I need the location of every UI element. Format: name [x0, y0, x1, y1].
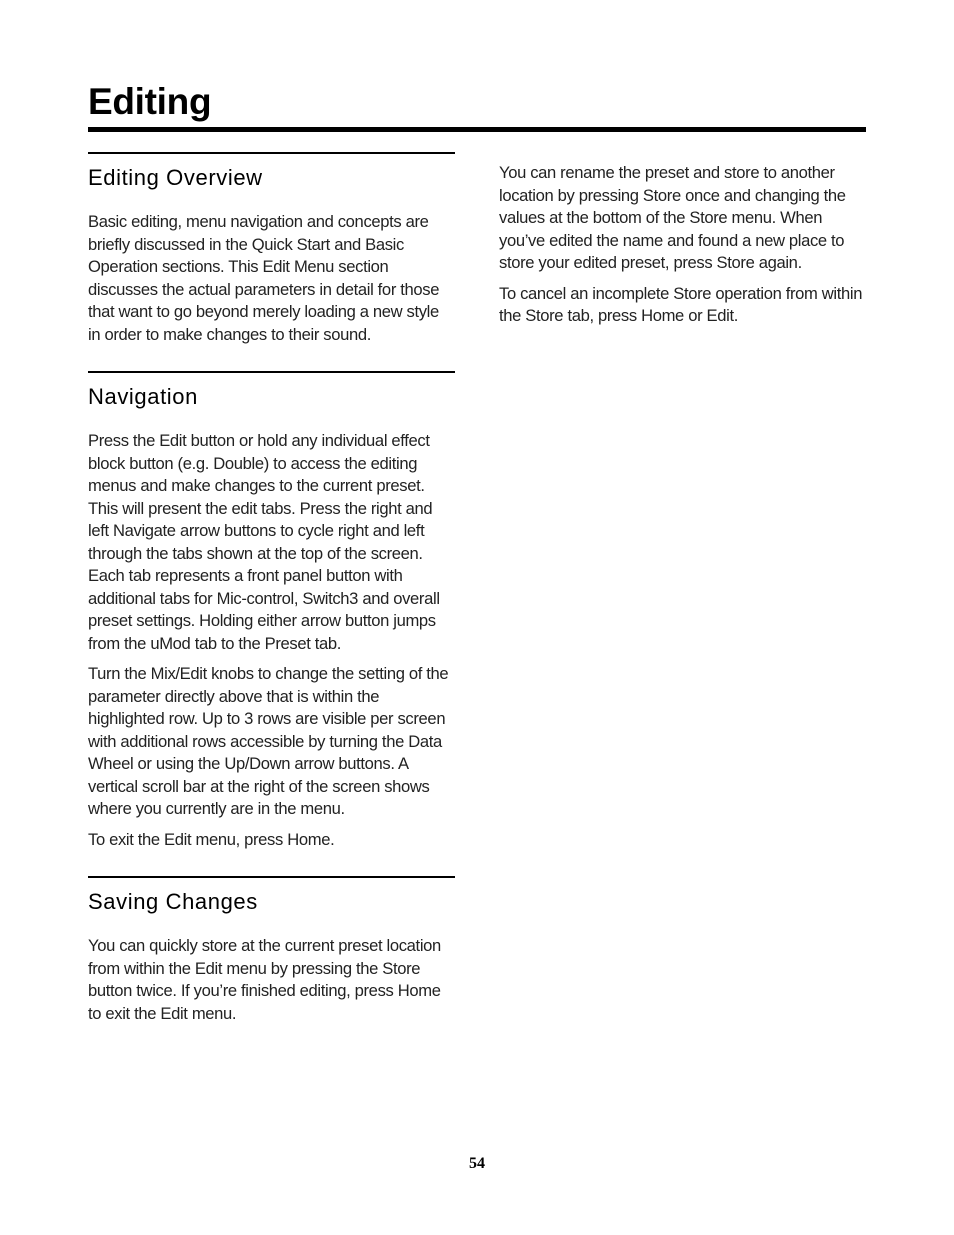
section-heading: Navigation [88, 384, 198, 409]
paragraph: Press the Edit button or hold any individual effect block button (e.g. Double) to access the editing menus and make changes to the current preset. This will present the edit tabs. Press the right and left Navigate arrow buttons to cycle right and left through the tabs shown at the top of the screen. Each tab represents a front panel button with additional tabs for Mic-control, Switch3 and overall preset settings. Holding either arrow button jumps from the uMod tab to the Preset tab. [88, 431, 440, 653]
paragraph: You can quickly store at the current preset location from within the Edit menu by pressing the Store button twice. If you’re finished editing, press Home to exit the Edit menu. [88, 936, 441, 1023]
title-rule [88, 127, 866, 132]
left-column [88, 152, 455, 1033]
section-editing-overview [88, 152, 455, 346]
paragraph: To cancel an incomplete Store operation from within the Store tab, press Home or Edit. [499, 283, 863, 325]
page-title: Editing [88, 81, 212, 122]
section-saving-changes [88, 876, 455, 1025]
page-number: 54 [469, 1155, 485, 1172]
right-column [499, 162, 871, 336]
paragraph: To exit the Edit menu, press Home. [88, 829, 335, 849]
section-heading: Editing Overview [88, 165, 263, 190]
paragraph: You can rename the preset and store to another location by pressing Store once and changing the values at the bottom of the Store menu. When you’ve edited the name and found a new place to store your edited preset, press Store again. [499, 163, 846, 272]
section-heading: Saving Changes [88, 889, 258, 914]
paragraph: Turn the Mix/Edit knobs to change the setting of the parameter directly above that is within the highlighted row. Up to 3 rows are visible per screen with additional rows accessible by turning the Data Wheel or using the Up/Down arrow buttons. A vertical scroll bar at the right of the screen shows where you currently are in the menu. [88, 664, 449, 818]
section-navigation [88, 371, 455, 851]
paragraph: Basic editing, menu navigation and concepts are briefly discussed in the Quick Start and Basic Operation sections. This Edit Menu section discusses the actual parameters in detail for those that want to go beyond merely loading a new style in order to make changes to their sound. [88, 212, 440, 344]
